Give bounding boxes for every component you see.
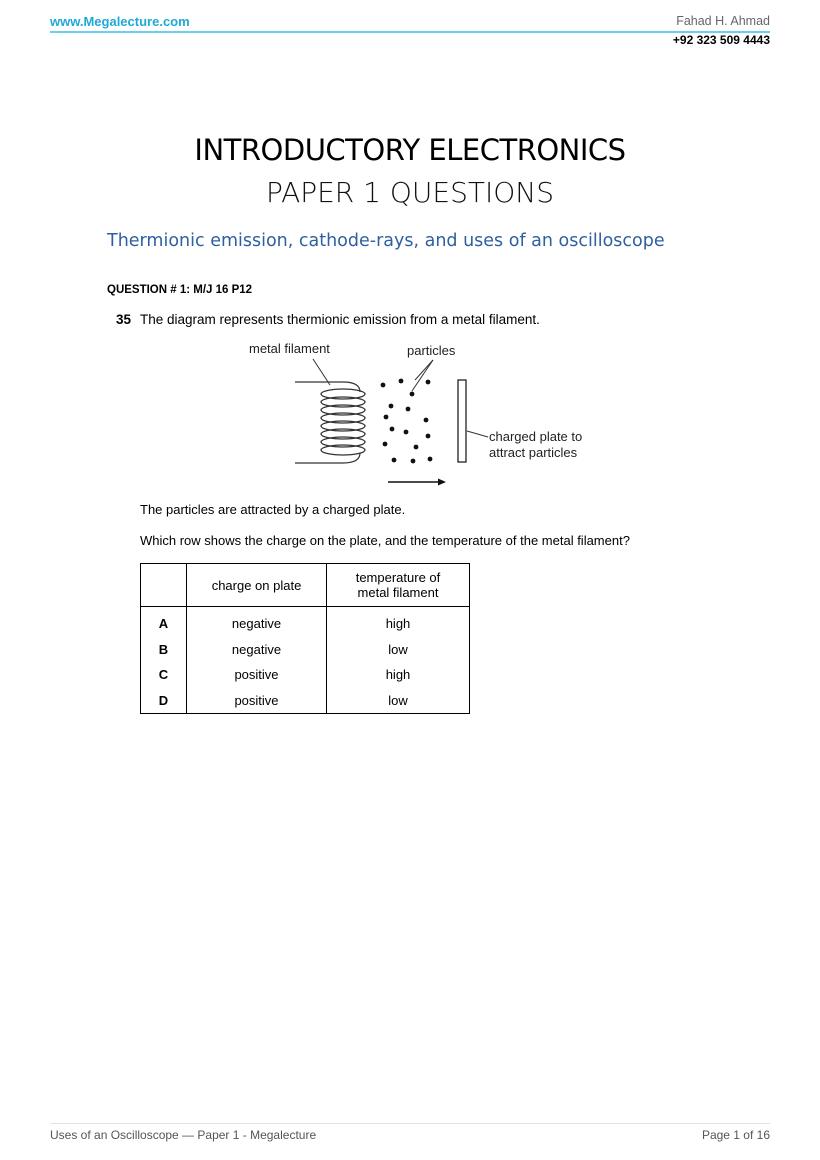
option-key: A <box>141 607 187 637</box>
option-temperature: high <box>327 607 470 637</box>
table-row <box>141 637 470 663</box>
table-header-row <box>141 564 470 607</box>
particles <box>381 379 433 464</box>
leader-plate <box>467 431 488 437</box>
table-header-temperature-line1: temperature of <box>355 570 441 585</box>
leader-filament <box>313 359 330 385</box>
page-title: INTRODUCTORY ELECTRONICS <box>194 133 626 167</box>
table-header-key <box>141 564 187 607</box>
thermionic-emission-diagram <box>240 335 610 495</box>
label-charged-plate-1: charged plate to <box>489 429 583 444</box>
label-charged-plate-2: attract particles <box>489 445 578 460</box>
direction-arrow <box>388 479 446 486</box>
option-key: C <box>141 662 187 688</box>
question-text: The diagram represents thermionic emission from a metal filament. <box>140 312 540 327</box>
header-divider <box>50 31 770 33</box>
option-charge: positive <box>187 662 327 688</box>
table-row <box>141 607 470 637</box>
footer-title: Uses of an Oscilloscope — Paper 1 - Megalecture <box>50 1128 317 1142</box>
option-temperature: low <box>327 688 470 714</box>
question-statement: The particles are attracted by a charged plate. <box>140 502 406 517</box>
leader-particles-2 <box>412 360 433 391</box>
option-charge: negative <box>187 637 327 663</box>
label-metal-filament: metal filament <box>249 341 330 356</box>
answer-table <box>140 563 470 714</box>
leader-particles-1 <box>415 360 433 380</box>
header-site-link[interactable]: www.Megalecture.com <box>50 14 190 29</box>
header-phone: +92 323 509 4443 <box>672 33 770 47</box>
table-row <box>141 662 470 688</box>
footer-divider <box>50 1123 770 1124</box>
metal-filament <box>295 382 365 463</box>
table-header-charge: charge on plate <box>187 564 327 607</box>
option-charge: negative <box>187 607 327 637</box>
page-number: Page 1 of 16 <box>701 1128 770 1142</box>
table-header-temperature-line2: metal filament <box>357 585 439 600</box>
section-heading: Thermionic emission, cathode-rays, and uses of an oscilloscope <box>107 231 665 251</box>
table-row <box>141 688 470 714</box>
option-temperature: high <box>327 662 470 688</box>
table-header-temperature <box>327 564 470 607</box>
question-heading: QUESTION # 1: M/J 16 P12 <box>107 284 253 296</box>
option-charge: positive <box>187 688 327 714</box>
header-author: Fahad H. Ahmad <box>676 14 770 28</box>
question-number: 35 <box>116 312 132 327</box>
page-subtitle-paper: PAPER 1 QUESTIONS <box>265 176 554 209</box>
label-particles: particles <box>407 343 456 358</box>
option-key: B <box>141 637 187 663</box>
charged-plate <box>458 380 466 462</box>
option-temperature: low <box>327 637 470 663</box>
option-key: D <box>141 688 187 714</box>
question-prompt: Which row shows the charge on the plate, and the temperature of the metal filament? <box>140 533 630 548</box>
